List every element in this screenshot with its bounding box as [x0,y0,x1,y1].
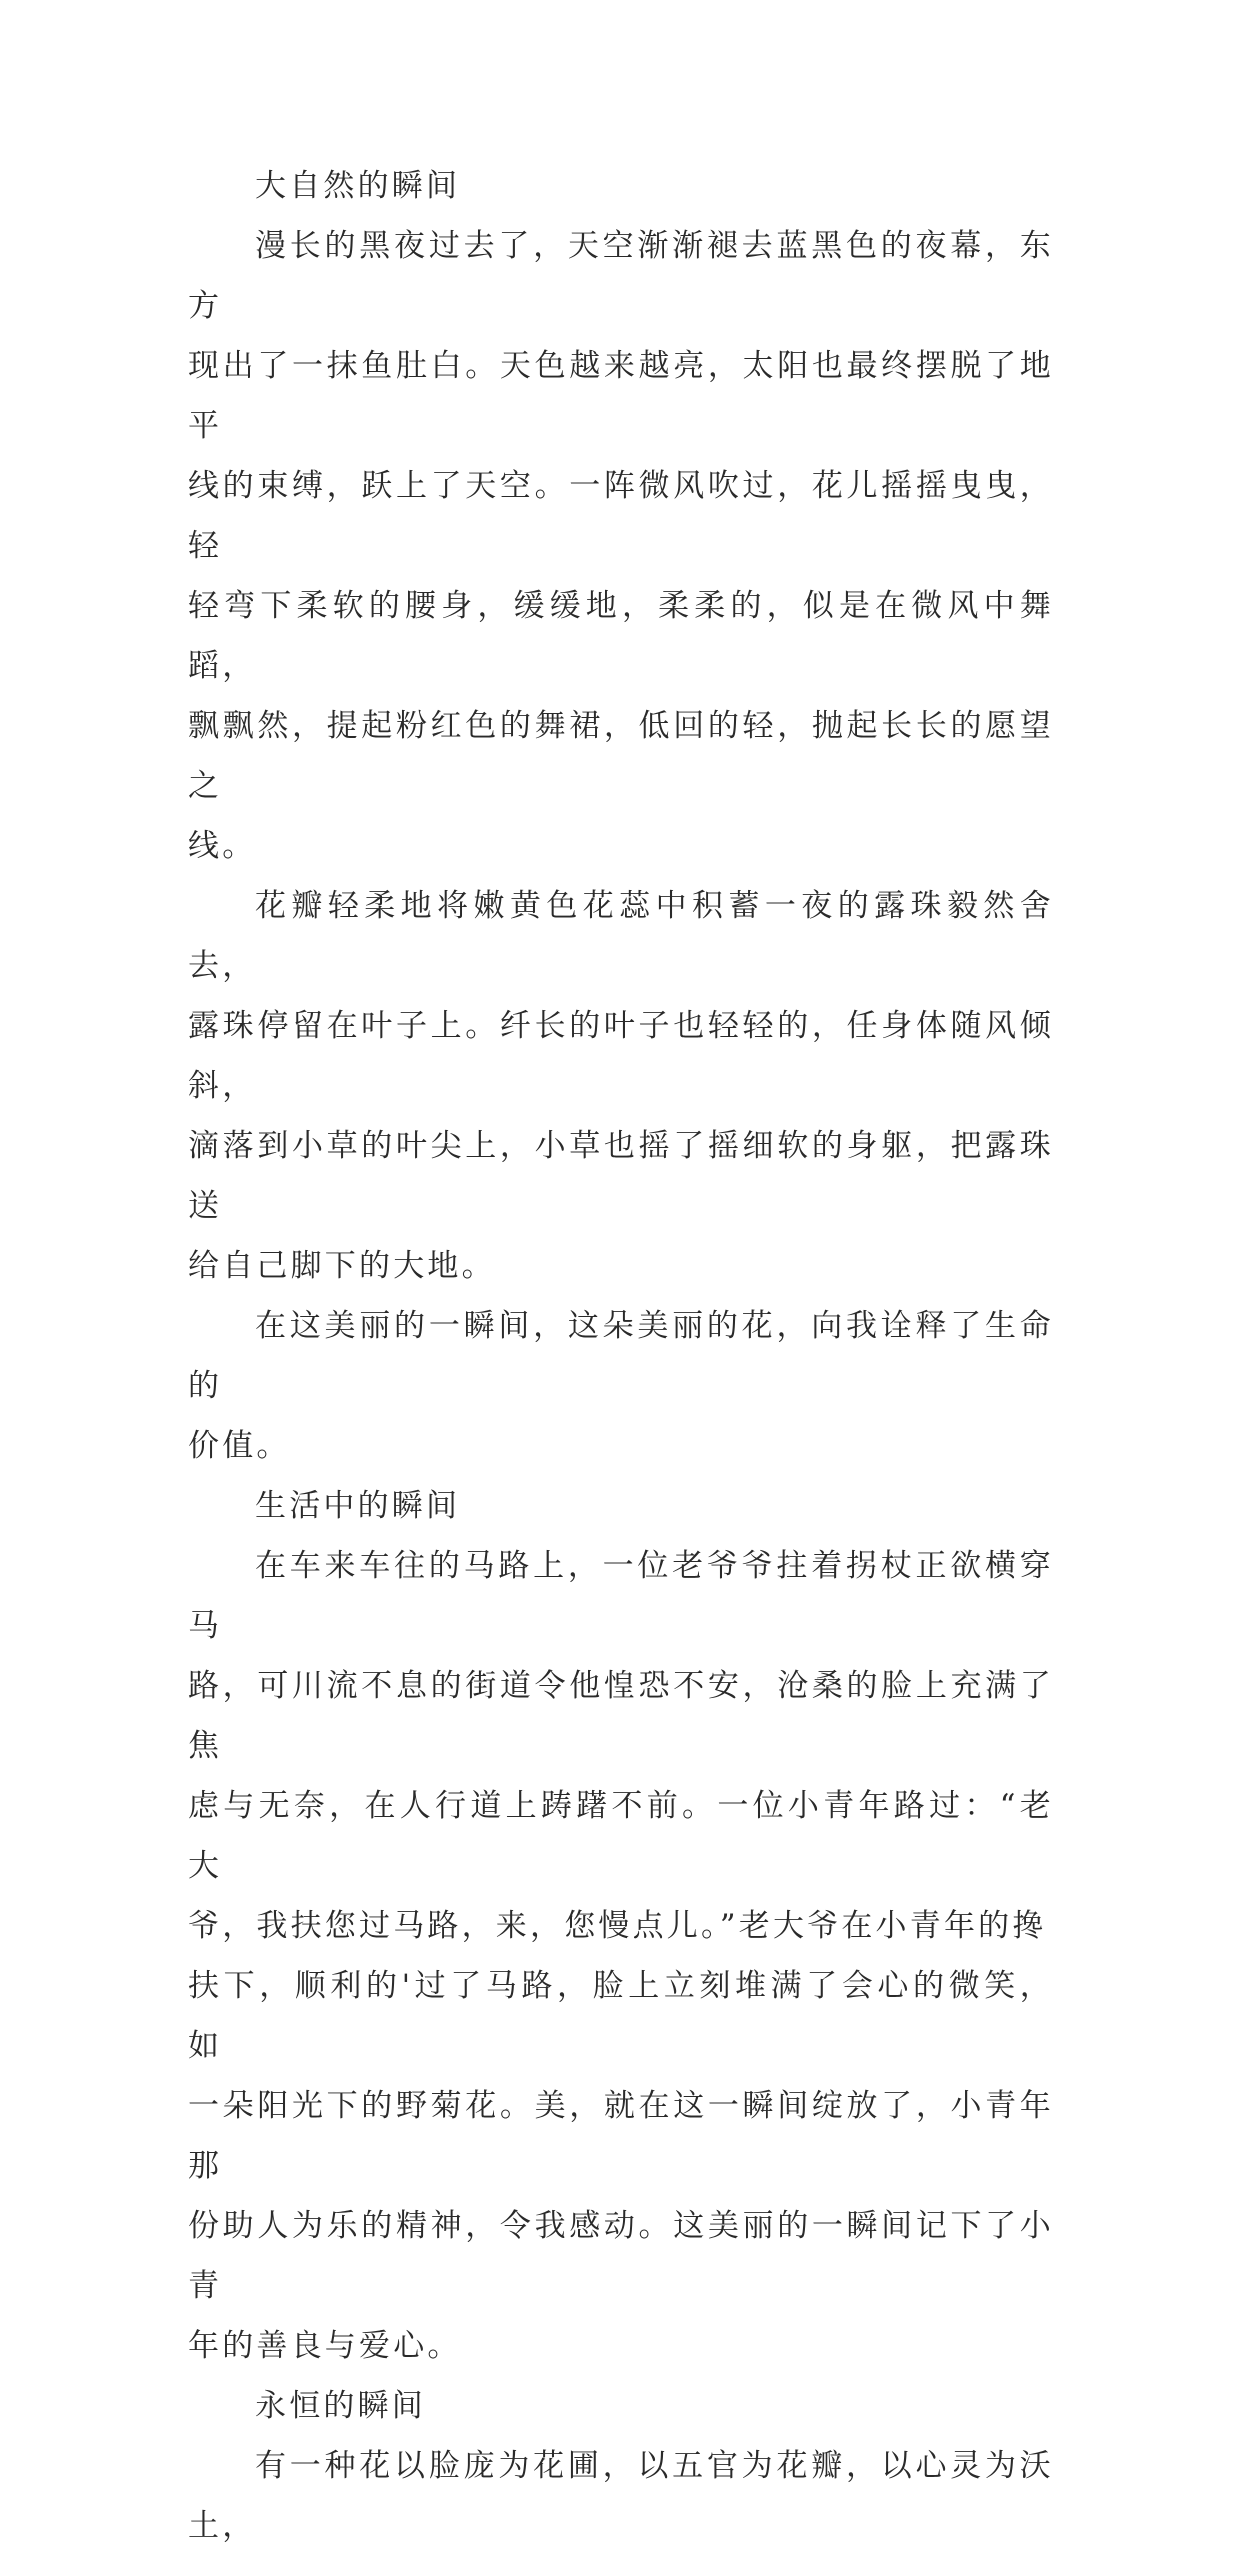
paragraph: 在这美丽的一瞬间，这朵美丽的花，向我诠释了生命的 价值。 [188,1308,1054,1464]
document-body [188,156,1054,2556]
section-heading-life: 生活中的瞬间 [255,1488,461,1524]
paragraph: 漫长的黑夜过去了，天空渐渐褪去蓝黑色的夜幕，东方 现出了一抹鱼肚白。天色越来越亮，太阳也最终摆脱了地平 线的束缚，跃上了天空。一阵微风吹过，花儿摇摇曳曳，轻 轻弯下柔软的腰身，缓缓地，柔柔的，似是在微风中舞蹈， 飘飘然，提起粉红色的舞裙，低回的轻，抛起长长的愿望之 线。 [188,228,1054,864]
section-heading-nature: 大自然的瞬间 [255,168,461,204]
paragraph: 在车来车往的马路上，一位老爷爷拄着拐杖正欲横穿马 路，可川流不息的街道令他惶恐不安，沧桑的脸上充满了焦 虑与无奈，在人行道上踌躇不前。一位小青年路过：“老大 爷，我扶您过马路，来，您慢点儿。”老大爷在小青年的搀 扶下，顺利的'过了马路，脸上立刻堆满了会心的微笑，如 一朵阳光下的野菊花。美，就在这一瞬间绽放了，小青年那 份助人为乐的精神，令我感动。这美丽的一瞬间记下了小青 年的善良与爱心。 [188,1548,1054,2364]
paragraph: 花瓣轻柔地将嫩黄色花蕊中积蓄一夜的露珠毅然舍去， 露珠停留在叶子上。纤长的叶子也轻轻的，任身体随风倾斜， 滴落到小草的叶尖上，小草也摇了摇细软的身躯，把露珠送 给自己脚下的大地。 [188,888,1054,1284]
paragraph: 有一种花以脸庞为花圃，以五官为花瓣，以心灵为沃土， [188,2448,1054,2544]
section-heading-eternal: 永恒的瞬间 [255,2388,426,2424]
